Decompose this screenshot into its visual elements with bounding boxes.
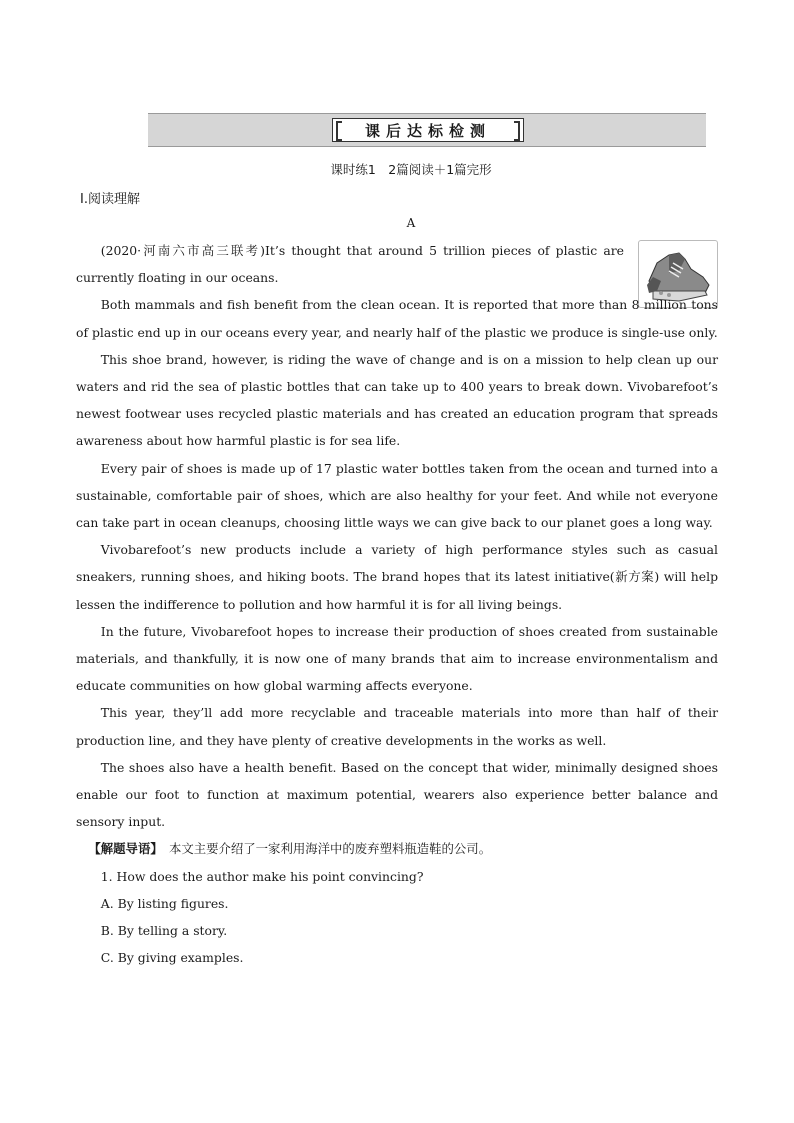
guide-heading: 【解题导语】 <box>88 841 157 857</box>
question-stem: 1. How does the author make his point convincing? <box>100 868 424 884</box>
guide-text: 本文主要介绍了一家利用海洋中的废弃塑料瓶造鞋的公司。 <box>168 841 492 857</box>
option-b: B. By telling a story. <box>100 923 228 939</box>
paragraph-7: This year, they’ll add more recyclable and traceable materials into more than half of their production line, and they have plenty of creative developments in the works as well. <box>76 705 718 748</box>
paragraph-2: Both mammals and fish benefit from the clean ocean. It is reported that more than 8 million tons of plastic end up in our oceans every year, and nearly half of the plastic we produce is single-use only. <box>76 297 718 340</box>
paragraph-5: Vivobarefoot’s new products include a variety of high performance styles such as casual sneakers, running shoes, and hiking boots. The brand hopes that its latest initiative(新方案) will help lessen the indifference to pollution and how harmful it is for all living beings. <box>76 542 718 612</box>
guide <box>76 835 718 862</box>
paragraph-3: This shoe brand, however, is riding the wave of change and is on a mission to help clean up our waters and rid the sea of plastic bottles that can take up to 400 years to break down. Vivobarefoot’s newest footwear uses recycled plastic materials and has created an education program that spreads awareness about how harmful plastic is for sea life. <box>76 351 718 449</box>
title-banner <box>148 113 706 147</box>
passage-label: A <box>406 216 416 230</box>
option-c: C. By giving examples. <box>100 950 244 966</box>
section-heading: Ⅰ.阅读理解 <box>80 192 140 207</box>
lesson-subtitle: 课时练1 2篇阅读＋1篇完形 <box>330 162 492 177</box>
paragraph-8: The shoes also have a health benefit. Based on the concept that wider, minimally designed shoes enable our foot to function at maximum potential, wearers also experience better balance and sensory input. <box>76 759 718 830</box>
banner-title: 课后达标检测 <box>332 118 524 142</box>
paragraph-4: Every pair of shoes is made up of 17 plastic water bottles taken from the ocean and turned into a sustainable, comfortable pair of shoes, which are also healthy for your feet. And while not everyone can take part in ocean cleanups, choosing little ways we can give back to our planet goes a long way. <box>76 460 718 531</box>
option-a: A. By listing figures. <box>100 895 229 911</box>
passage-body <box>76 237 718 971</box>
paragraph-1: (2020·河南六市高三联考)It’s thought that around 5 trillion pieces of plastic are currently floating in our oceans. <box>76 243 624 286</box>
paragraph-6: In the future, Vivobarefoot hopes to increase their production of shoes created from sustainable materials, and thankfully, it is now one of many brands that aim to increase environmentalism and educate communities on how global warming affects everyone. <box>76 623 718 694</box>
